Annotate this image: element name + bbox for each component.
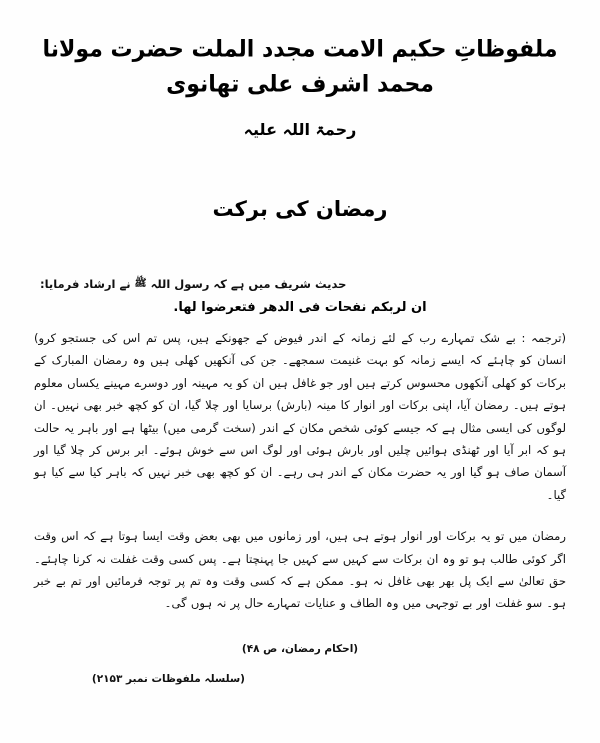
series-reference: (سلسلہ ملفوظات نمبر ۲۱۵۳): [91, 672, 245, 685]
series-reference-row: [0, 673, 600, 685]
hadith-intro-line: [0, 277, 600, 291]
hadith-intro-suffix: نے ارشاد فرمایا:: [40, 277, 135, 291]
hadith-arabic-text: ان لربکم نفحات فی الدھر فتعرضوا لھا.: [173, 300, 427, 315]
chapter-heading: رمضان کی برکت: [212, 197, 388, 221]
source-reference: (احکام رمضان، ص ۴۸): [241, 642, 359, 655]
body-paragraph: (ترجمہ : بے شک تمہارے رب کے لئے زمانہ کے اندر فیوض کے جھونکے ہیں، پس تم اس کی جستجو کرو) انسان کو چاہئے کہ ایسے زمانہ کو بہت غنیمت سمجھے۔ جن کی آنکھیں کھلی ہیں وہ رمضان المبارک کے برکات کو کھلی آنکھوں محسوس کرتے ہیں اور جو غافل ہیں ان کو یہ مہینہ اور دوسرے مہینے یکساں معلوم ہوتے ہیں۔ رمضان آیا، اپنی برکات اور انوار کا مینہ (بارش) برسایا اور چلا گیا، ان کو کچھ خبر بھی نہیں۔ ان لوگوں کی ایسی مثال ہے کہ جیسے کوئی شخص مکان کے اندر (سخت گرمی میں) بیٹھا ہے اور باہر یہ حالت ہو کہ ابر آیا اور ٹھنڈی ہوائیں چلیں اور بارش ہوئی اور لوگ اس سے خوش ہوئے۔ ابر برس کر چلا گیا اور آسمان صاف ہو گیا اور یہ حضرت مکان کے اندر ہی رہے۔ ان کو کچھ بھی خبر نہیں کہ باہر کیا سے کیا ہو گیا۔: [34, 331, 566, 502]
masthead: [0, 0, 600, 139]
book-title: ملفوظاتِ حکیم الامت مجدد الملت حضرت مولانا محمد اشرف علی تھانوی: [42, 36, 558, 98]
salallahu-alayhi-wasallam-glyph: ﷺ: [134, 278, 147, 289]
hadith-intro-prefix: حدیث شریف میں ہے کہ رسول اللہ: [146, 277, 347, 291]
body-text-block: [0, 327, 600, 615]
author-honorific: رحمۃ اللہ علیہ: [243, 120, 357, 139]
body-paragraph: رمضان میں تو یہ برکات اور انوار ہوتے ہی ہیں، اور زمانوں میں بھی بعض وقت ایسا ہوتا ہے کہ اس وقت اگر کوئی طالب ہو تو وہ ان برکات سے کہیں سے کہیں جا پہنچتا ہے۔ پس کسی وقت غفلت نہ کرنا چاہئے۔ حق تعالیٰ سے ایک پل بھر بھی غافل نہ ہو۔ ممکن ہے کہ کسی وقت وہ تم پر توجہ فرمائیں اور تم بے خبر ہو۔ سو غفلت اور بے توجہی میں وہ الطاف و عنایات تمہارے حال پر نہ ہوں گی۔: [34, 529, 566, 611]
